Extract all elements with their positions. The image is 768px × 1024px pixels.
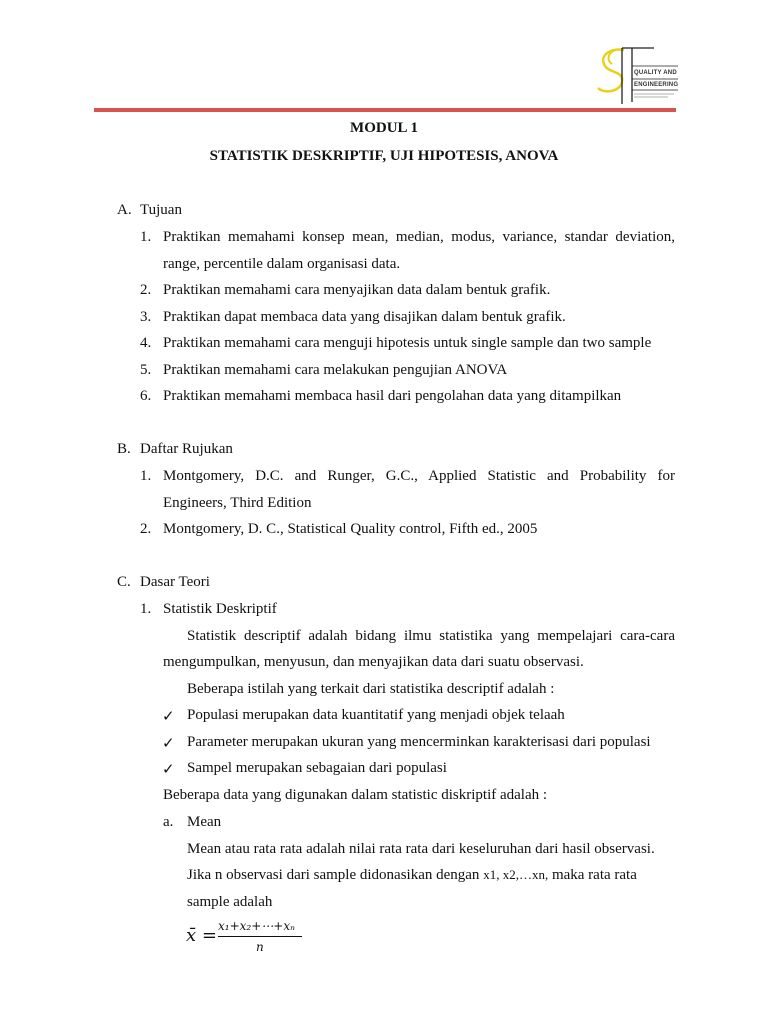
paragraph-text: Statistik descriptif adalah bidang ilmu statistika yang mempelajari cara-cara [187, 628, 675, 644]
list-item-number: 2. [140, 521, 152, 537]
formula-denominator: n [256, 940, 264, 954]
paragraph-text: Beberapa data yang digunakan dalam statistic diskriptif adalah : [163, 787, 548, 803]
section-c-marker: C. [117, 574, 131, 590]
logo-text-line1: QUALITY AND [634, 70, 677, 76]
list-item-text: Praktikan memahami membaca hasil dari pengolahan data yang ditampilkan [163, 388, 622, 404]
header-rule [94, 108, 676, 112]
section-a-marker: A. [117, 202, 132, 218]
checklist-item: Sampel merupakan sebagaian dari populasi [187, 760, 447, 776]
list-item-text: Praktikan memahami cara menguji hipotesis untuk single sample dan two sample [163, 335, 652, 351]
checkmark-icon: ✓ [162, 707, 175, 725]
module-subtitle: STATISTIK DESKRIPTIF, UJI HIPOTESIS, ANOVA [209, 148, 559, 164]
fraction-bar [218, 936, 302, 937]
list-item-text-cont: Engineers, Third Edition [163, 495, 312, 511]
subitem-marker: a. [163, 814, 174, 830]
list-item-number: 4. [140, 335, 152, 351]
logo-text-line2: ENGINEERING [634, 82, 679, 88]
paragraph-text-prefix: Jika n observasi dari sample didonasikan dengan [187, 867, 480, 883]
paragraph-text-cont: mengumpulkan, menyusun, dan menyajikan data dari suatu observasi. [163, 654, 584, 670]
paragraph-text [187, 867, 637, 884]
formula-numerator: x₁+x₂+⋯+xₙ [218, 919, 295, 933]
subitem-heading: Mean [187, 814, 222, 830]
module-title: MODUL 1 [350, 120, 418, 136]
list-item-text: Praktikan memahami cara menyajikan data dalam bentuk grafik. [163, 282, 551, 298]
list-item-number: 3. [140, 309, 152, 325]
list-item-text: Praktikan memahami cara melakukan pengujian ANOVA [163, 362, 508, 378]
logo-mark-icon [594, 46, 680, 108]
paragraph-text: sample adalah [187, 894, 273, 910]
logo [594, 46, 680, 108]
list-item-text: Montgomery, D. C., Statistical Quality control, Fifth ed., 2005 [163, 521, 538, 537]
section-b-marker: B. [117, 441, 131, 457]
list-item-number: 6. [140, 388, 152, 404]
list-item-text: Praktikan dapat membaca data yang disajikan dalam bentuk grafik. [163, 309, 566, 325]
list-item-number: 2. [140, 282, 152, 298]
variable-list: x1, x2,…xn, [483, 867, 549, 882]
checklist-item: Parameter merupakan ukuran yang mencerminkan karakterisasi dari populasi [187, 734, 651, 750]
list-item-number: 1. [140, 229, 152, 245]
section-c-heading: Dasar Teori [140, 574, 210, 590]
list-item-text-cont: range, percentile dalam organisasi data. [163, 256, 401, 272]
paragraph-text: Mean atau rata rata adalah nilai rata rata dari keseluruhan dari hasil observasi. [187, 841, 655, 857]
formula-lhs: x̄ = [186, 925, 217, 946]
section-a-heading: Tujuan [140, 202, 182, 218]
checklist-item: Populasi merupakan data kuantitatif yang menjadi objek telaah [187, 707, 565, 723]
checkmark-icon: ✓ [162, 734, 175, 752]
paragraph-text: Beberapa istilah yang terkait dari statistika descriptif adalah : [187, 681, 555, 697]
list-item-number: 1. [140, 468, 152, 484]
list-item-text: Praktikan memahami konsep mean, median, modus, variance, standar deviation, [163, 229, 675, 245]
list-item-text: Montgomery, D.C. and Runger, G.C., Applied Statistic and Probability for [163, 468, 675, 484]
checkmark-icon: ✓ [162, 760, 175, 778]
paragraph-text-suffix: maka rata rata [551, 867, 637, 883]
subsection-heading: Statistik Deskriptif [163, 601, 277, 617]
list-item-number: 5. [140, 362, 152, 378]
subsection-number: 1. [140, 601, 152, 617]
section-b-heading: Daftar Rujukan [140, 441, 233, 457]
